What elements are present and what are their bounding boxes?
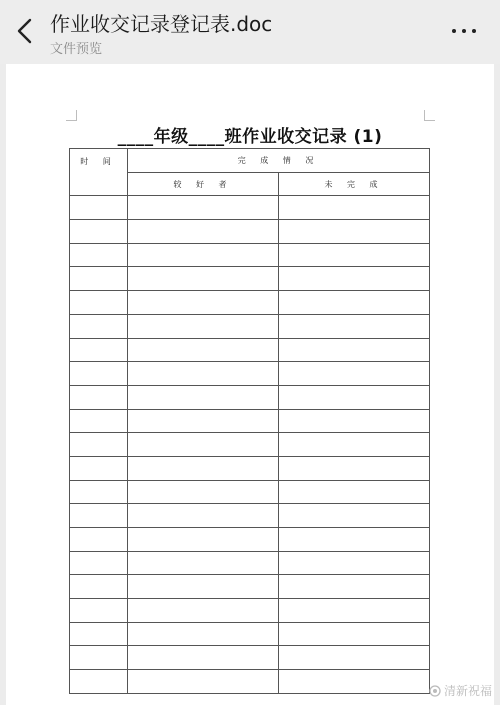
table-cell xyxy=(279,456,430,480)
table-cell xyxy=(70,409,128,433)
table-row xyxy=(70,480,430,504)
table-cell xyxy=(70,599,128,623)
table-cell xyxy=(128,385,279,409)
table-cell xyxy=(279,338,430,362)
table-cell xyxy=(279,362,430,386)
table-row xyxy=(70,670,430,694)
table-cell xyxy=(128,314,279,338)
table-cell xyxy=(70,243,128,267)
table-cell xyxy=(128,220,279,244)
table-row xyxy=(70,433,430,457)
table-cell xyxy=(128,362,279,386)
document-title: ____年级____班作业收交记录 (1) xyxy=(117,127,383,147)
table-cell xyxy=(128,551,279,575)
top-bar xyxy=(0,0,500,64)
table-row xyxy=(70,528,430,552)
table-cell xyxy=(70,196,128,220)
table-cell xyxy=(279,528,430,552)
table-cell xyxy=(70,480,128,504)
table-cell xyxy=(279,599,430,623)
table-row xyxy=(70,622,430,646)
table-row xyxy=(70,362,430,386)
table-cell xyxy=(128,338,279,362)
record-table xyxy=(69,148,430,694)
table-cell xyxy=(128,670,279,694)
table-header-row xyxy=(70,149,430,173)
table-cell xyxy=(70,314,128,338)
header-time: 时 间 xyxy=(70,149,128,196)
header-good: 较 好 者 xyxy=(128,172,279,196)
document-page xyxy=(6,64,494,705)
watermark-text: 清新祝福 xyxy=(443,684,492,698)
table-cell xyxy=(128,433,279,457)
header-completion: 完 成 情 况 xyxy=(128,149,430,173)
table-cell xyxy=(70,504,128,528)
brand-logo-icon xyxy=(429,685,441,697)
table-cell xyxy=(70,220,128,244)
table-cell xyxy=(279,504,430,528)
table-cell xyxy=(70,575,128,599)
table-row xyxy=(70,409,430,433)
table-cell xyxy=(279,575,430,599)
table-row xyxy=(70,551,430,575)
table-cell xyxy=(128,622,279,646)
table-row xyxy=(70,599,430,623)
table-cell xyxy=(128,456,279,480)
table-row xyxy=(70,385,430,409)
table-cell xyxy=(70,551,128,575)
table-cell xyxy=(70,622,128,646)
table-row xyxy=(70,267,430,291)
table-cell xyxy=(70,456,128,480)
watermark xyxy=(429,682,492,699)
table-row xyxy=(70,314,430,338)
table-cell xyxy=(128,480,279,504)
page-corner-mark xyxy=(66,110,77,121)
table-cell xyxy=(70,646,128,670)
table-cell xyxy=(279,220,430,244)
table-cell xyxy=(70,670,128,694)
page-corner-mark xyxy=(424,110,435,121)
table-cell xyxy=(279,267,430,291)
table-cell xyxy=(70,385,128,409)
table-cell xyxy=(128,599,279,623)
table-cell xyxy=(128,504,279,528)
chevron-left-icon[interactable] xyxy=(14,18,36,44)
table-cell xyxy=(279,646,430,670)
table-cell xyxy=(70,267,128,291)
header-incomplete: 未 完 成 xyxy=(279,172,430,196)
table-cell xyxy=(279,243,430,267)
table-row xyxy=(70,291,430,315)
table-row xyxy=(70,575,430,599)
table-cell xyxy=(279,409,430,433)
table-cell xyxy=(128,528,279,552)
table-row xyxy=(70,504,430,528)
table-cell xyxy=(128,409,279,433)
table-cell xyxy=(70,528,128,552)
table-row xyxy=(70,456,430,480)
table-cell xyxy=(279,551,430,575)
file-preview-label: 文件预览 xyxy=(50,42,103,57)
table-cell xyxy=(128,646,279,670)
table-cell xyxy=(279,385,430,409)
table-cell xyxy=(128,291,279,315)
table-cell xyxy=(279,314,430,338)
table-row xyxy=(70,196,430,220)
table-cell xyxy=(279,291,430,315)
table-cell xyxy=(128,196,279,220)
table-cell xyxy=(279,433,430,457)
table-cell xyxy=(70,362,128,386)
table-cell xyxy=(70,433,128,457)
table-cell xyxy=(70,291,128,315)
table-row xyxy=(70,243,430,267)
table-cell xyxy=(128,267,279,291)
table-cell xyxy=(70,338,128,362)
more-dots-icon[interactable] xyxy=(452,26,478,36)
table-row xyxy=(70,646,430,670)
document-viewer[interactable] xyxy=(0,64,500,705)
table-cell xyxy=(279,670,430,694)
file-title: 作业收交记录登记表.doc xyxy=(50,12,273,36)
table-row xyxy=(70,338,430,362)
table-cell xyxy=(279,622,430,646)
table-cell xyxy=(128,575,279,599)
table-cell xyxy=(279,196,430,220)
table-cell xyxy=(128,243,279,267)
table-cell xyxy=(279,480,430,504)
table-row xyxy=(70,220,430,244)
